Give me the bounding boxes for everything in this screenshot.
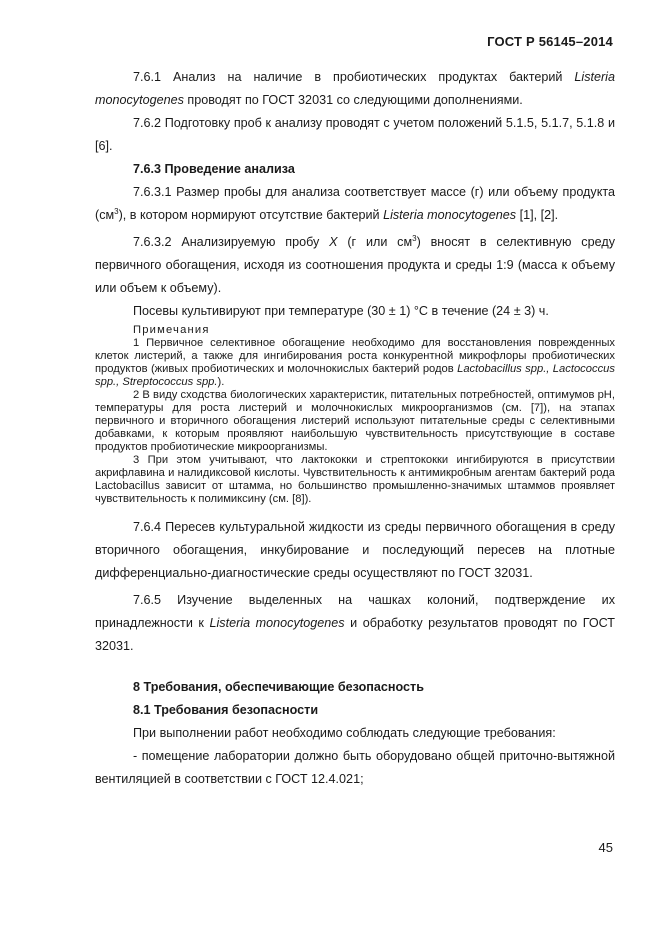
text-run: [1], [2].	[516, 208, 559, 222]
italic-species-name: Listeria monocytogenes	[383, 208, 517, 222]
paragraph-7-6-3-1	[95, 181, 615, 227]
paragraph-7-6-5	[95, 589, 615, 658]
italic-species-name: Listeria monocytogenes	[95, 70, 615, 107]
italic-variable: X	[329, 235, 338, 249]
heading-section-8: 8 Требования, обеспечивающие безопасность	[133, 680, 424, 694]
text-run: и обработку результатов проводят по ГОСТ 32031.	[95, 616, 615, 653]
paragraph-incubation: Посевы культивируют при температуре (30 ± 1) °С в течение (24 ± 3) ч.	[133, 304, 549, 318]
paragraph-7-6-4: 7.6.4 Пересев культуральной жидкости из среды первичного обогащения в среду вторичного обогащения, инкубирование и последующий пересев на плотные дифференциально-диагностические среды осуществляют по ГОСТ 32031.	[95, 520, 615, 580]
notes-heading: Примечания	[133, 324, 210, 336]
paragraph-7-6-3-2	[95, 231, 615, 300]
text-run: 7.6.3.2 Анализируемую пробу	[133, 235, 330, 249]
paragraph-7-6-2: 7.6.2 Подготовку проб к анализу проводят с учетом положений 5.1.5, 5.1.7, 5.1.8 и [6].	[95, 116, 615, 153]
note-3: 3 При этом учитывают, что лактококки и стрептококки ингибируются в присутствии акрифлавина и налидиксовой кислоты. Чувствительность к антимикробным агентам бактерий рода Lactobacillus зависит от штамма, но большинство промышленно-значимых штаммов проявляет чувствительность к полимиксину (см. [8]).	[95, 454, 615, 505]
paragraph-7-6-1	[95, 66, 615, 112]
italic-genera: Lactobacillus spp., Lactococcus spp., Streptococcus spp.	[95, 363, 615, 388]
superscript: 3	[114, 206, 119, 216]
superscript: 3	[412, 233, 417, 243]
text-run: ).	[217, 376, 225, 388]
heading-8-1: 8.1 Требования безопасности	[133, 703, 319, 717]
document-id-header: ГОСТ Р 56145–2014	[487, 34, 613, 49]
text-run: проводят по ГОСТ 32031 со следующими дополнениями.	[183, 93, 523, 107]
text-run: (г или см	[337, 235, 413, 249]
italic-species-name: Listeria monocytogenes	[209, 616, 345, 630]
note-2: 2 В виду сходства биологических характеристик, питательных потребностей, оптимумов рН, температуры для роста листерий и молочнокислых микроорганизмов (см. [7]), на этапах первичного и вторичного обогащения листерий используют питательные среды с селективными добавками, к которым проявляют наибольшую чувствительность присутствующие в составе продуктов пробиотические микроорганизмы.	[95, 389, 615, 453]
text-run: 7.6.1 Анализ на наличие в пробиотических продуктах бактерий	[133, 70, 575, 84]
text-run: ) вносят в селективную среду первичного обогащения, исходя из соотношения продукта и среды 1:9 (масса к объему или объем к объему).	[95, 235, 615, 295]
text-run: 7.6.5 Изучение выделенных на чашках колоний, подтверждение их принадлежности к	[95, 593, 615, 630]
page-number: 45	[598, 840, 613, 855]
notes-block	[95, 323, 615, 506]
text-run: 1 Первичное селективное обогащение необходимо для восстановления поврежденных клеток листерий, а также для ингибирования роста конкурентной микрофлоры пробиотических продуктов (живых пробиотических и молочнокислых бактерий родов	[95, 337, 615, 375]
note-1	[95, 337, 615, 389]
paragraph-8-1: При выполнении работ необходимо соблюдать следующие требования:	[133, 726, 556, 740]
text-run: 7.6.3.1 Размер пробы для анализа соответствует массе (г) или объему продукта (см	[95, 185, 615, 222]
heading-7-6-3: 7.6.3 Проведение анализа	[133, 162, 295, 176]
document-body	[95, 66, 615, 791]
list-item-ventilation: - помещение лаборатории должно быть оборудовано общей приточно-вытяжной вентиляцией в соответствии с ГОСТ 12.4.021;	[95, 749, 615, 786]
text-run: ), в котором нормируют отсутствие бактерий	[118, 208, 384, 222]
